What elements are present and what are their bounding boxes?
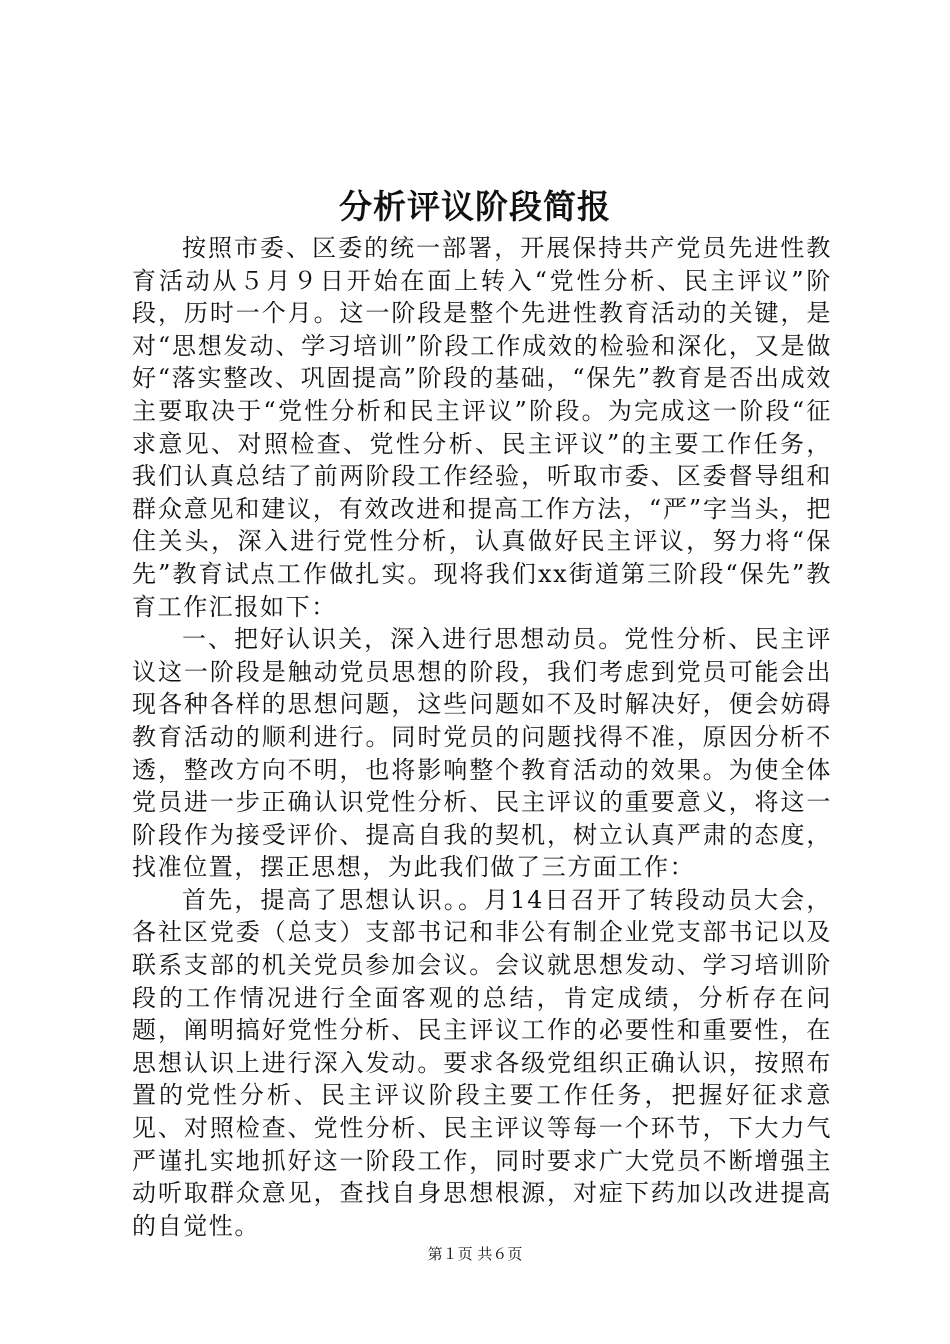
paragraph-first-point: 首先，提高了思想认识。。月14日召开了转段动员大会，各社区党委（总支）支部书记和非公有制企业党支部书记以及联系支部的机关党员参加会议。会议就思想发动、学习培训阶段的工作情况进行全面客观的总结，肯定成绩，分析存在问题，阐明搞好党性分析、民主评议工作的必要性和重要性，在思想认识上进行深入发动。要求各级党组织正确认识，按照布置的党性分析、民主评议阶段主要工作任务，把握好征求意见、对照检查、党性分析、民主评议等每一个环节，下大力气严谨扎实地抓好这一阶段工作，同时要求广大党员不断增强主动听取群众意见，查找自身思想根源，对症下药加以改进提高的自觉性。 <box>132 885 832 1240</box>
page-footer: 第１页 共６页 <box>427 1245 523 1263</box>
paragraph-intro: 按照市委、区委的统一部署，开展保持共产党员先进性教育活动从５月９日开始在面上转入“党性分析、民主评议”阶段，历时一个月。这一阶段是整个先进性教育活动的关键，是对“思想发动、学习培训”阶段工作成效的检验和深化，又是做好“落实整改、巩固提高”阶段的基础，“保先”教育是否出成效主要取决于“党性分析和民主评议”阶段。为完成这一阶段“征求意见、对照检查、党性分析、民主评议”的主要工作任务，我们认真总结了前两阶段工作经验，听取市委、区委督导组和群众意见和建议，有效改进和提高工作方法，“严”字当头，把住关头，深入进行党性分析，认真做好民主评议，努力将“保先”教育试点工作做扎实。现将我们xx街道第三阶段“保先”教育工作汇报如下： <box>132 234 832 621</box>
document-body <box>132 232 832 1242</box>
paragraph-section-one: 一、把好认识关，深入进行思想动员。党性分析、民主评议这一阶段是触动党员思想的阶段，我们考虑到党员可能会出现各种各样的思想问题，这些问题如不及时解决好，便会妨碍教育活动的顺利进行。同时党员的问题找得不准，原因分析不透，整改方向不明，也将影响整个教育活动的效果。为使全体党员进一步正确认识党性分析、民主评议的重要意义，将这一阶段作为接受评价、提高自我的契机，树立认真严肃的态度，找准位置，摆正思想，为此我们做了三方面工作： <box>132 625 832 882</box>
document-title: 分析评议阶段简报 <box>339 187 611 226</box>
